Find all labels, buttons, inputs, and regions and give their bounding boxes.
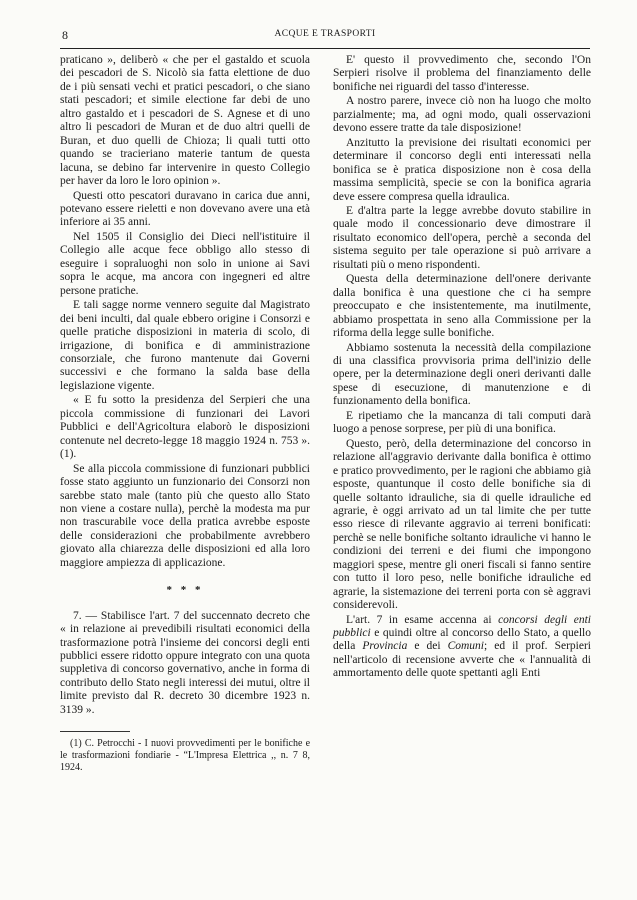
text-run: L'art. 7 in esame accenna ai	[346, 613, 499, 626]
header-rule	[60, 48, 590, 49]
paragraph: Questi otto pescatori duravano in carica due anni, potevano essere rieletti e non dovevano avere una età inferiore ai 35 anni.	[60, 189, 310, 229]
paragraph: Questa della determinazione dell'onere derivante dalla bonifica è una questione che ci ha sempre preoccupato e che insistentemente, ma inutilmente, abbiamo prospettata in seno alla Commissione per la riforma della legge sulle bonifiche.	[333, 273, 591, 340]
paragraph: Se alla piccola commissione di funzionari pubblici fosse stato aggiunto un funzionario dei Consorzi non sarebbe stato male (tanto più che questo allo Stato non viene a costare nulla), perchè la modesta ma pur non trascurabile voce della pratica avrebbe esposte delle considerazioni che probabilmente avrebbero giovato alla chiarezza delle disposizioni ed alla loro maggiore ampiezza di applicazione.	[60, 462, 310, 569]
article-paragraph: 7. — Stabilisce l'art. 7 del succennato decreto che « in relazione ai prevedibili risultati economici della trasformazione potrà l'insieme dei concorsi degli enti pubblici essere ridotto oppure integrato con una quota suppletiva di concorso governativo, anche in forma di contributo dello Stato negli interessi dei mutui, oltre il limite previsto dal R. decreto 30 dicembre 1923 n. 3139 ».	[60, 609, 310, 716]
right-column	[333, 54, 591, 682]
paragraph: Questo, però, della determinazione del concorso in relazione all'aggravio derivante dalla bonifica è ottimo e pratico provvedimento, per le ragioni che abbiamo già esposte, quantunque il costo delle bonifiche sia di quelle soltanto idrauliche, sia di quelle idrauliche ed agrarie, è oggi arrivato ad un tal limite che per tutte esso riesce di rilevante aggravio ai terreni bonificati: perchè se nelle bonifiche soltanto idrauliche vi hanno le condizioni dei terreni e dei fiumi che impongono maggiori spese, mentre gli oneri fiscali si fanno sentire con tutto il loro peso, nelle bonifiche idrauliche ed agrarie, la sistemazione dei terreni porta con sè aggravi considerevoli.	[333, 437, 591, 612]
paragraph: E tali sagge norme vennero seguite dal Magistrato dei beni inculti, dal quale ebbero origine i Consorzi e quelle pratiche disposizioni in materia di scolo, di irrigazione, di bonifica e di amministrazione consorziale, che furono mantenute dai Governi successivi e che formano la salda base della legislazione vigente.	[60, 299, 310, 392]
footnote	[60, 738, 310, 774]
section-separator: * * *	[166, 584, 204, 597]
paragraph: Nel 1505 il Consiglio dei Dieci nell'istituire il Collegio alle acque fece obbligo allo stesso di eseguire i sopraluoghi non solo in unione ai Savi sopra le acque, ma ancora con ingegneri ed altre persone pratiche.	[60, 230, 310, 297]
text-run: e quindi oltre al concorso dello Stato, a quello della	[333, 627, 591, 653]
italic-run: Provincia	[362, 640, 408, 653]
paragraph: Abbiamo sostenuta la necessità della compilazione di una classifica provvisoria prima dell'inizio delle opere, per la determinazione degli oneri derivanti dalle spese di esecuzione, di manutenzione e di funzionamento della bonifica.	[333, 341, 591, 408]
paragraph: E' questo il provvedimento che, secondo l'On Serpieri risolve il problema del finanziamento delle bonifiche nei riguardi del tasso d'interesse.	[333, 54, 591, 93]
text-run: ; ed il prof. Serpieri nell'articolo di recensione avverte che « l'annualità di ammortamento delle quote spettanti agli Enti	[333, 640, 591, 680]
footnote-rule	[60, 731, 130, 732]
last-paragraph	[333, 614, 591, 681]
text-run: e dei	[407, 640, 448, 653]
left-column	[60, 54, 310, 774]
footnote-text: C. Petrocchi - I nuovi provvedimenti per le bonifiche e le trasformazioni fondiarie - “L'Impresa Elettrica ,, n. 7 8, 1924.	[60, 738, 311, 774]
paragraph: Anzitutto la previsione dei risultati economici per determinare il concorso degli enti interessati nella bonifica se è pratica disposizione non è cosa della massima semplicità, specie se con la bonifica agraria deve essere compresa quella idraulica.	[333, 136, 591, 203]
footnote-marker: (1)	[70, 738, 82, 750]
italic-run: concorsi degli enti pubblici	[333, 613, 591, 640]
page-header	[60, 28, 590, 42]
paragraph: « E fu sotto la presidenza del Serpieri che una piccola commissione di funzionari dei Lavori Pubblici e dell'Agricoltura elaborò le disposizioni contenute nel decreto-legge 18 maggio 1924 n. 753 ». (1).	[60, 394, 310, 461]
paragraph: praticano », deliberò « che per el gastaldo et scuola dei pescadori de S. Nicolò sia fatta elettione de duo de i più sensati vechi et pratici pescadori, o che siano stati pescadori; et simile electione far debi de uno altro gastaldo et i pescadori de S. Agnese et di uno altro li pescadori de Muran et de duo altri quelli de Buran, et duo quelli de Chioza; li quali tutti otto quando se tracieriano materie tantum de questa lacuna, se debino far intervenire in questo Collegio per haver da loro le loro opinion ».	[60, 54, 310, 188]
paragraph: E ripetiamo che la mancanza di tali computi darà luogo a penose sorprese, per più di una bonifica.	[333, 409, 591, 436]
running-title: ACQUE E TRASPORTI	[274, 29, 376, 39]
paragraph: A nostro parere, invece ciò non ha luogo che molto parzialmente; ma, ad ogni modo, quali osservazioni devono essere tratte da tale disposizione!	[333, 95, 591, 135]
italic-run: Comuni	[447, 640, 484, 653]
page-number: 8	[62, 28, 69, 42]
paragraph: E d'altra parte la legge avrebbe dovuto stabilire in quale modo il concessionario deve dimostrare il risultato economico dell'opera, perchè a seconda del sistema seguito per tale operazione si può arrivare a risultati più o meno rispondenti.	[333, 204, 591, 271]
